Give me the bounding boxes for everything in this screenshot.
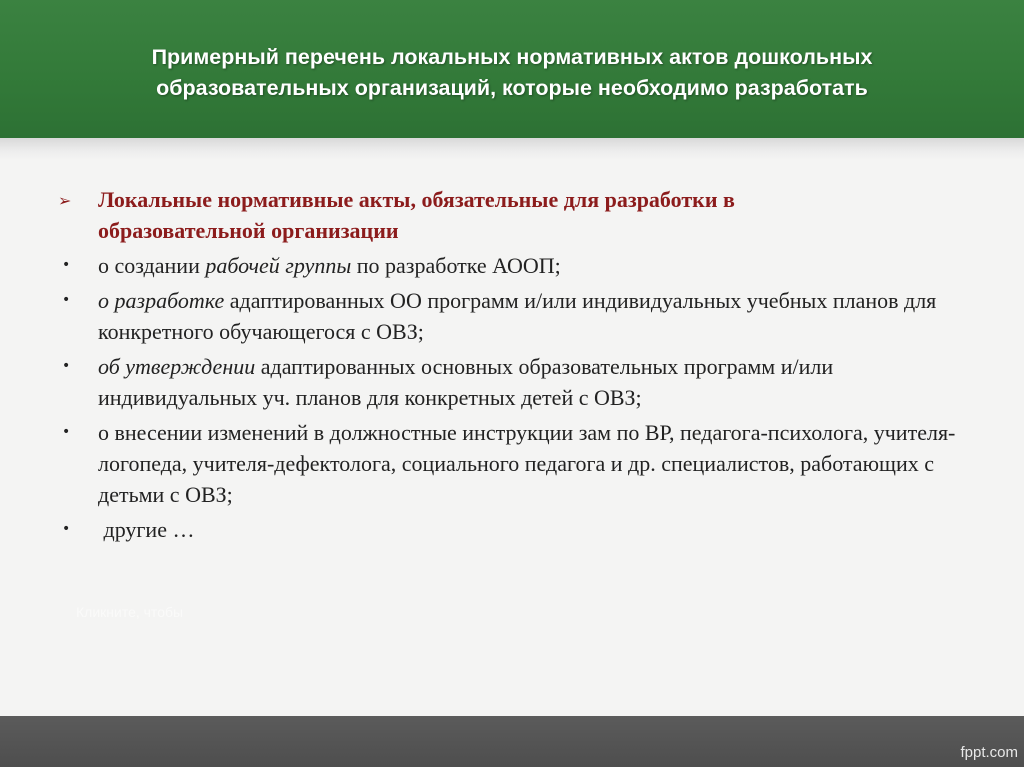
footer-bar [0,716,1024,767]
placeholder-hint: Кликните, чтобы [76,604,184,620]
slide-body [58,184,968,549]
section-heading-line-1: Локальные нормативные акты, обязательные для разработки в [98,187,735,212]
title-bar-shadow [0,138,1024,160]
bullet-icon: • [62,292,71,308]
list-item-text-rest: по разработке АООП; [351,253,561,278]
list-item [58,351,968,413]
slide-title-line-1: Примерный перечень локальных нормативных актов дошкольных [151,45,873,69]
list-item-emphasis: рабочей группы [205,253,352,278]
slide-title-line-2: образовательных организаций, которые необходимо разработать [156,76,868,100]
list-item-emphasis: об утверждении [98,354,256,379]
bullet-icon: • [62,521,71,537]
bullet-icon: • [62,424,71,440]
list-item-text-rest: адаптированных основных образовательных программ и/или индивидуальных уч. планов для конкретных детей с ОВЗ; [98,354,834,410]
bullet-icon: • [62,257,71,273]
section-heading-line-2: образовательной организации [98,218,399,243]
list-item-text-rest: адаптированных ОО программ и/или индивидуальных учебных планов для конкретного обучающегося с ОВЗ; [98,288,937,344]
arrow-bullet-icon: ➢ [58,191,72,210]
list-item-text: другие … [98,517,195,542]
list-item [58,285,968,347]
list-item-text: о создании [98,253,206,278]
list-item [58,417,968,510]
list-item-text: о внесении изменений в должностные инструкции зам по ВР, педагога-психолога, учителя-логопеда, учителя-дефектолога, социального педагога и др. специалистов, работающих с детьми с ОВЗ; [98,420,956,507]
list-item [58,250,968,281]
slide-title [40,42,984,104]
list-item-emphasis: о разработке [98,288,225,313]
bullet-icon: • [62,358,71,374]
brand-watermark: fppt.com [960,744,1018,761]
list-item [58,514,968,545]
section-heading [58,184,968,246]
